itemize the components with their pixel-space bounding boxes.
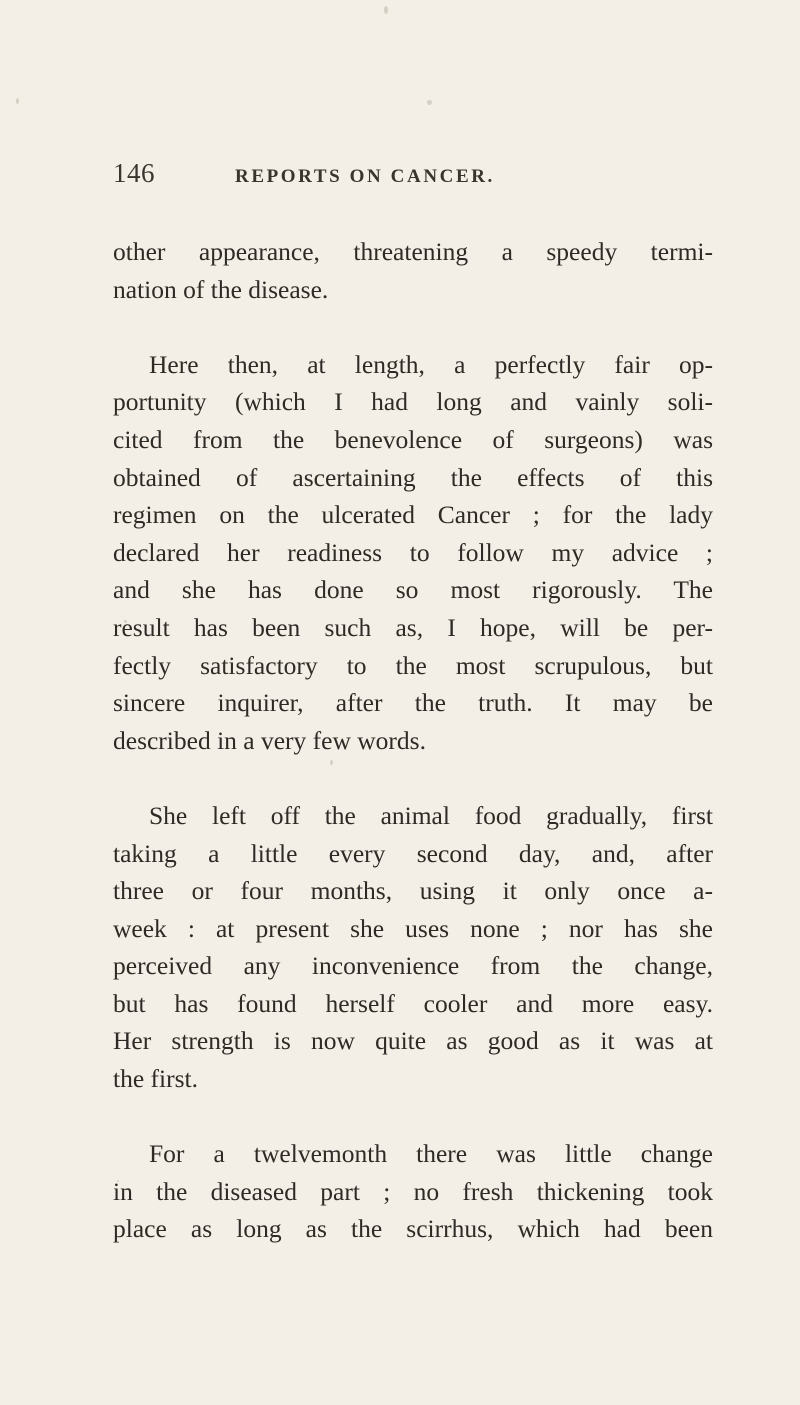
text-line: declared her readiness to follow my advice ;	[113, 537, 713, 567]
text-line: the first.	[113, 1064, 198, 1094]
paragraph	[113, 797, 713, 1098]
paragraph	[113, 1135, 713, 1248]
text-line: portunity (which I had long and vainly soli-	[113, 387, 713, 417]
text-line: cited from the benevolence of surgeons) was	[113, 424, 713, 454]
text-line: other appearance, threatening a speedy termi-	[113, 237, 713, 266]
running-head: REPORTS ON CANCER.	[235, 166, 495, 187]
paragraph	[113, 233, 713, 308]
text-line: obtained of ascertaining the effects of this	[113, 462, 713, 492]
text-line: in the diseased part ; no fresh thickening took	[113, 1176, 713, 1206]
text-line: but has found herself cooler and more easy.	[113, 988, 713, 1018]
paper-speck	[427, 100, 432, 105]
page-number: 146	[113, 158, 155, 188]
paper-speck	[16, 98, 19, 104]
text-line: sincere inquirer, after the truth. It may be	[113, 688, 713, 718]
text-line: For a twelvemonth there was little change	[149, 1139, 713, 1169]
text-line: three or four months, using it only once a-	[113, 876, 713, 906]
paragraph	[113, 346, 713, 760]
text-line: place as long as the scirrhus, which had been	[113, 1214, 713, 1244]
text-line: Her strength is now quite as good as it was at	[113, 1026, 713, 1056]
text-line: week : at present she uses none ; nor has she	[113, 913, 713, 943]
page-header	[113, 158, 673, 194]
text-line: and she has done so most rigorously. The	[113, 575, 713, 605]
text-line: nation of the disease.	[113, 274, 329, 304]
text-line: She left off the animal food gradually, first	[149, 800, 713, 830]
text-line: perceived any inconvenience from the change,	[113, 951, 713, 981]
text-line: regimen on the ulcerated Cancer ; for the lady	[113, 500, 713, 530]
text-line: Here then, at length, a perfectly fair op-	[149, 349, 713, 379]
paper-speck	[384, 6, 388, 14]
body-text	[113, 233, 713, 1248]
text-line: result has been such as, I hope, will be per-	[113, 612, 713, 642]
text-line: fectly satisfactory to the most scrupulous, but	[113, 650, 713, 680]
text-line: taking a little every second day, and, after	[113, 838, 713, 868]
text-line: described in a very few words.	[113, 725, 426, 755]
